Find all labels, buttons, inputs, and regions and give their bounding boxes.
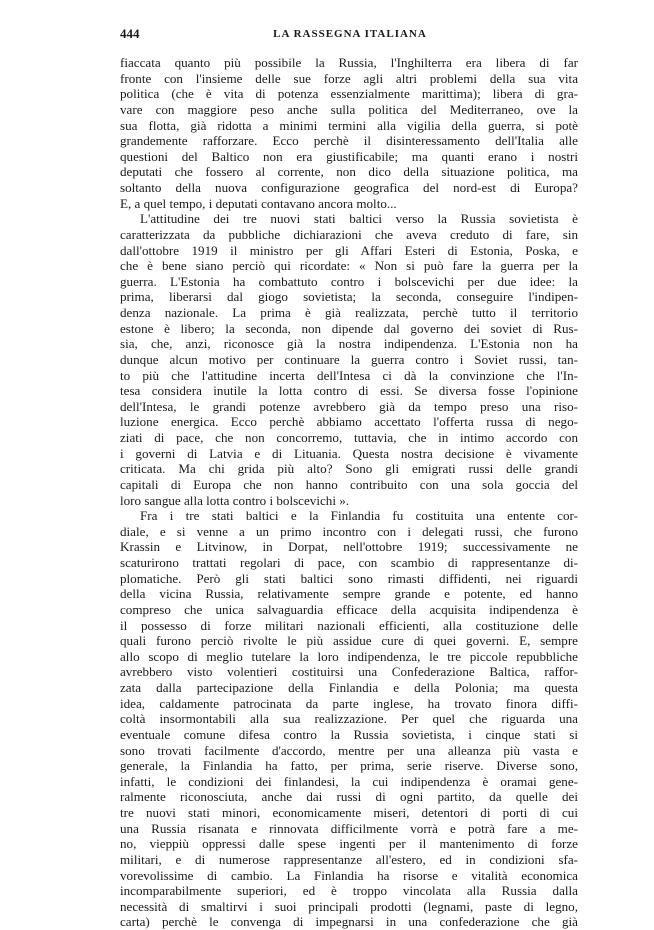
- text-line: sono trovati facilmente d'accordo, mentre per una alleanza più vasta e: [120, 742, 578, 758]
- text-line: dunque alcun motivo per continuare la guerra contro i Soviet russi, tan-: [120, 351, 578, 367]
- text-line: vorevolissime di cambio. La Finlandia ha risorse e vitalità economica: [120, 867, 578, 883]
- text-line: allo scopo di meglio tutelare la loro indipendenza, le tre piccole repubbliche: [120, 648, 578, 664]
- text-line: dall'ottobre 1919 il ministro per gli Affari Esteri di Estonia, Poska, e: [120, 242, 578, 258]
- text-line: questioni del Baltico non era giustificabile; ma quanti erano i nostri: [120, 148, 578, 164]
- text-line: una Russia risanata e rinnovata difficilmente vorrà e potrà fare a me-: [120, 820, 578, 836]
- text-line: compreso che unica salvaguardia efficace della acquisita indipendenza è: [120, 601, 578, 617]
- text-line: prima, liberarsi dal giogo sovietista; la seconda, conseguire l'indipen-: [120, 289, 578, 305]
- text-line: ziati di pace, che non concorremo, tuttavia, che in intimo accordo con: [120, 430, 578, 445]
- text-line: fronte con l'insieme delle sue forze agli altri problemi della sua vita: [120, 70, 578, 86]
- text-line: tesa considera inutile la lotta contro di essi. Se diversa fosse l'opinione: [120, 383, 578, 399]
- text-line: criticata. Ma chi grida più alto? Sono gli emigrati russi delle grandi: [120, 461, 578, 477]
- text-line: i governi di Latvia e di Lituania. Questa nostra decisione è vivamente: [120, 445, 578, 461]
- text-line: ralmente riconosciuta, anche dai russi di ogni partito, da quelle dei: [120, 789, 578, 805]
- text-line: generale, la Finlandia ha fatto, per prima, serie riserve. Diverse sono,: [120, 758, 578, 774]
- text-line: grandemente rafforzare. Ecco perchè il disinteressamento dell'Italia alle: [120, 133, 578, 149]
- text-line: scaturirono trattati regolari di pace, con scambio di rappresentanze di-: [120, 555, 578, 570]
- text-line: soltanto della nuova configurazione geografica del nord-est di Europa?: [120, 180, 578, 195]
- text-line: politica (che è vita di potenza essenzialmente marittima); libera di gra-: [120, 86, 578, 102]
- text-line: plomatiche. Però gli stati baltici sono rimasti diffidenti, nei riguardi: [120, 570, 578, 586]
- text-line: caratterizzata da pubbliche dichiarazioni che aveva creduto di fare, sin: [120, 226, 578, 242]
- text-line: Krassin e Litvinow, in Dorpat, nell'ottobre 1919; successivamente ne: [120, 539, 578, 555]
- text-line: capitali di Europa che non hanno contribuito con una sola goccia del: [120, 476, 578, 492]
- text-line: Fra i tre stati baltici e la Finlandia fu costituita una entente cor-: [140, 508, 578, 524]
- text-line: denza nazionale. La prima è già realizzata, perchè tutto il territorio: [120, 305, 578, 320]
- text-line: quali furono perciò rivolte le più assidue cure di quei governi. E, sempre: [120, 633, 578, 649]
- text-line: militari, e di numerose rappresentanze all'estero, ed in condizioni sfa-: [120, 851, 578, 867]
- text-line: necessità di smaltirvi i suoi principali prodotti (legnami, paste di legno,: [120, 898, 578, 914]
- text-line: diale, e si venne a un primo incontro con i delegati russi, che furono: [120, 523, 578, 539]
- text-line: L'attitudine dei tre nuovi stati baltici verso la Russia sovietista è: [140, 211, 578, 227]
- text-line: vare con maggiore peso anche sulla politica del Mediterraneo, ove la: [120, 101, 578, 117]
- text-line: il possesso di forze militari nazionali efficienti, alla costituzione delle: [120, 617, 578, 633]
- text-line: sia, che, anzi, riconosce già la nostra indipendenza. L'Estonia non ha: [120, 336, 578, 352]
- text-line: che è bene siano perciò qui ricordate: « Non si può fare la guerra per la: [120, 258, 578, 274]
- text-line: luzione energica. Ecco perchè abbiamo accettato l'offerta russa di nego-: [120, 414, 578, 430]
- page-number: 444: [120, 26, 140, 41]
- text-line: sua flotta, già ridotta a minimi termini alla vigilia della guerra, si potè: [120, 117, 578, 133]
- text-line: dell'Intesa, le grandi potenze avrebbero già da tempo preso una riso-: [120, 398, 578, 414]
- text-line: E, a quel tempo, i deputati contavano ancora molto...: [120, 195, 397, 211]
- text-line: deputati che fossero al corrente, non dico della situazione politica, ma: [120, 164, 578, 180]
- page-header: [120, 26, 580, 48]
- text-line: incomparabilmente superiori, ed è troppo vincolata alla Russia dalla: [120, 883, 578, 899]
- text-line: coltà insormontabili alla sua realizzazione. Per quel che riguarda una: [120, 711, 578, 727]
- text-line: to più che l'attitudine incerta dell'Intesa ci dà la convinzione che l'In-: [120, 367, 578, 383]
- text-line: avrebbero visto volentieri costituirsi una Confederazione Baltica, raffor-: [120, 664, 578, 680]
- text-line: infatti, le condizioni dei finlandesi, la cui indipendenza è oramai gene-: [120, 773, 578, 789]
- text-line: della vicina Russia, relativamente sempre grande e potente, ed hanno: [120, 586, 578, 602]
- text-line: estone è libero; la seconda, non dipende dal governo dei soviet di Rus-: [120, 320, 578, 336]
- article-body: [120, 55, 578, 930]
- text-line: carta) perchè le convenga di impegnarsi in una confederazione che già: [120, 914, 578, 930]
- text-line: tre nuovi stati minori, economicamente miseri, detentori di porti di cui: [120, 805, 578, 820]
- text-line: guerra. L'Estonia ha combattuto contro i bolscevichi per due idee: la: [120, 273, 578, 289]
- text-line: no, vieppiù oppressi dalle spese ingenti per il mantenimento di forze: [120, 836, 578, 852]
- text-line: eventuale comune difesa contro la Russia sovietista, i cinque stati si: [120, 726, 578, 742]
- running-title: LA RASSEGNA ITALIANA: [273, 28, 427, 40]
- text-line: loro sangue alla lotta contro i bolscevichi ».: [120, 492, 350, 508]
- text-line: zata dalla partecipazione della Finlandia e della Polonia; ma questa: [120, 680, 578, 695]
- text-line: idea, caldamente patrocinata da parte inglese, ha trovato finora diffi-: [120, 695, 578, 711]
- text-line: fiaccata quanto più possibile la Russia, l'Inghilterra era libera di far: [120, 55, 578, 70]
